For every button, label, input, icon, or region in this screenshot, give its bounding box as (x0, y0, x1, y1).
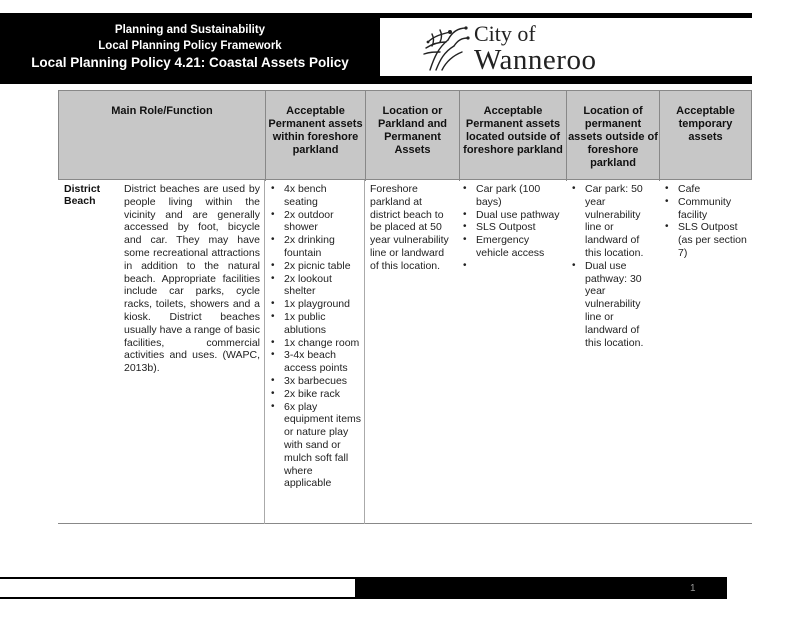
list-item: • 3-4x beach access points (266, 349, 362, 375)
table-header-row (58, 90, 752, 180)
list-item: • Cafe (660, 183, 750, 196)
list-item: • 2x picnic table (266, 260, 362, 273)
list-item: • 2x drinking fountain (266, 234, 362, 260)
page-number: 1 (690, 583, 696, 594)
header-title-block (0, 22, 380, 72)
footer-rule (0, 597, 727, 599)
column-divider (264, 180, 265, 524)
list-item (458, 260, 563, 273)
assets-table (58, 90, 752, 524)
banksia-logo-icon (420, 22, 470, 72)
row-label: District Beach (64, 183, 101, 207)
header-location: Location or Parkland and Permanent Assets (365, 91, 459, 181)
column-divider (364, 180, 365, 524)
list-item: • 3x barbecues (266, 375, 362, 388)
list-item: • 2x bike rack (266, 388, 362, 401)
footer-bar (355, 577, 727, 598)
temporary-list (660, 183, 750, 260)
permanent-outside-list (458, 183, 563, 273)
list-item: • SLS Outpost (as per section 7) (660, 221, 750, 259)
list-item: • Emergency vehicle access (458, 234, 563, 260)
location-outside-cell (567, 183, 658, 349)
permanent-outside-cell (458, 183, 563, 273)
list-item: • Dual use pathway (458, 209, 563, 222)
header-location-outside: Location of permanent assets outside of foreshore parkland (566, 91, 659, 181)
location-outside-list (567, 183, 658, 349)
list-item: • Car park (100 bays) (458, 183, 563, 209)
header-main-role: Main Role/Function (111, 105, 213, 117)
list-item: • Community facility (660, 196, 750, 222)
department-title: Planning and Sustainability (114, 24, 266, 36)
list-item: • 2x lookout shelter (266, 273, 362, 299)
list-item: • 4x bench seating (266, 183, 362, 209)
list-item: • Dual use pathway: 30 year vulnerability line or landward of this location. (567, 260, 658, 350)
list-item: • 6x play equipment items or nature play with sand or mulch soft fall where applicable (266, 401, 362, 491)
header-permanent-outside: Acceptable Permanent assets located outside of foreshore parkland (459, 91, 566, 181)
permanent-within-list (266, 183, 362, 490)
framework-title: Local Planning Policy Framework (98, 40, 282, 52)
permanent-within-cell (266, 183, 362, 490)
list-item: • Car park: 50 year vulnerability line or landward of this location. (567, 183, 658, 260)
table-row (58, 180, 752, 524)
list-item: • 1x public ablutions (266, 311, 362, 337)
location-cell: Foreshore parkland at district beach to be placed at 50 year vulnerability line or landward of this location. (370, 183, 449, 272)
header-permanent-within: Acceptable Permanent assets within foreshore parkland (265, 91, 365, 181)
row-description: District beaches are used by people living within the vicinity and are generally accessed by foot, bicycle and car. They may have some recreational attractions in addition to the natural beach. Appropriate facilities include car parks, cycle racks, toilets, showers and a kiosk. District beaches usually have a range of basic facilities, commercial activities and uses. (WAPC, 2013b). (124, 183, 261, 375)
policy-title: Local Planning Policy 4.21: Coastal Assets Policy (31, 55, 349, 70)
temporary-cell (660, 183, 750, 260)
list-item: • 1x change room (266, 337, 362, 350)
list-item: • SLS Outpost (458, 221, 563, 234)
header-temporary: Acceptable temporary assets (659, 91, 751, 181)
logo-name-text: Wanneroo (474, 44, 597, 76)
logo-city-text: City of (474, 21, 536, 46)
list-item: • 1x playground (266, 298, 362, 311)
list-item: • 2x outdoor shower (266, 209, 362, 235)
city-logo (380, 18, 752, 76)
